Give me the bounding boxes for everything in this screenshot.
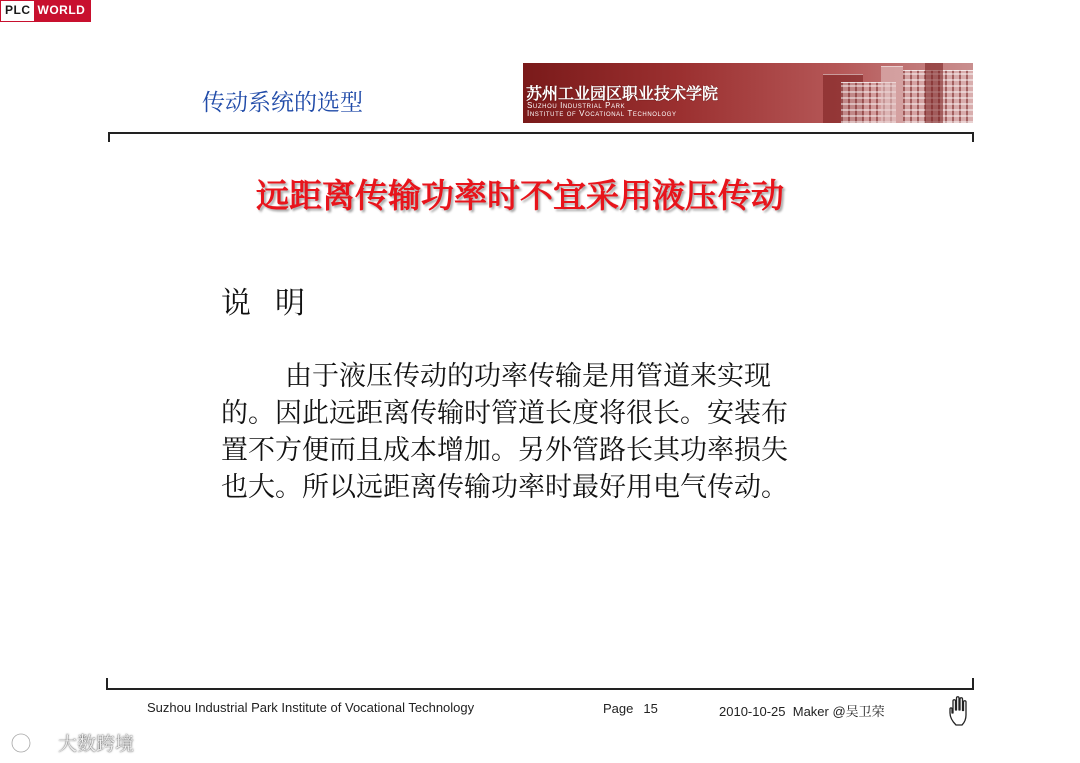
banner-name-en-line2: Institute of Vocational Technology bbox=[527, 109, 677, 118]
footer-maker: Maker @吴卫荣 bbox=[792, 704, 885, 719]
top-frame-tick-left bbox=[108, 132, 110, 142]
footer-page-number: 15 bbox=[643, 701, 658, 716]
top-frame-line bbox=[108, 132, 974, 134]
bottom-frame-line bbox=[106, 688, 974, 690]
body-line: 由于液压传动的功率传输是用管道来实现 bbox=[285, 361, 771, 392]
slide-subheading: 说明 bbox=[221, 286, 329, 321]
logo-world-text: WORLD bbox=[34, 1, 91, 21]
bottom-frame-tick-left bbox=[106, 678, 108, 689]
footer-organization: Suzhou Industrial Park Institute of Vocational Technology bbox=[147, 700, 475, 715]
footer-page bbox=[603, 701, 668, 716]
body-line: 也大。所以远距离传输功率时最好用电气传动。 bbox=[221, 472, 788, 503]
watermark bbox=[8, 729, 134, 756]
banner-name-en-line1: Suzhou Industrial Park bbox=[527, 101, 626, 110]
body-line: 置不方便而且成本增加。另外管路长其功率损失 bbox=[221, 435, 788, 466]
footer-date: 2010-10-25 bbox=[719, 704, 786, 719]
watermark-text: 大数跨境 bbox=[58, 733, 135, 755]
logo-plc-text: PLC bbox=[1, 1, 34, 21]
body-line: 的。因此远距离传输时管道长度将很长。安装布 bbox=[221, 398, 788, 429]
banner-building-shape bbox=[925, 63, 943, 123]
hand-pointer-icon[interactable] bbox=[947, 695, 975, 727]
plcworld-logo bbox=[0, 0, 91, 22]
bottom-frame-tick-right bbox=[972, 678, 974, 689]
top-frame-tick-right bbox=[972, 132, 974, 142]
institute-banner bbox=[523, 63, 973, 123]
footer-page-label: Page bbox=[603, 701, 634, 716]
banner-building-shape bbox=[881, 66, 903, 123]
slide-body bbox=[221, 358, 869, 506]
footer-date-maker bbox=[719, 701, 885, 720]
watermark-logo-icon bbox=[8, 730, 52, 756]
section-title: 传动系统的选型 bbox=[202, 90, 363, 116]
banner-name-cn: 苏州工业园区职业技术学院 bbox=[526, 84, 719, 103]
slide-title: 远距离传输功率时不宜采用液压传动 bbox=[256, 176, 784, 215]
